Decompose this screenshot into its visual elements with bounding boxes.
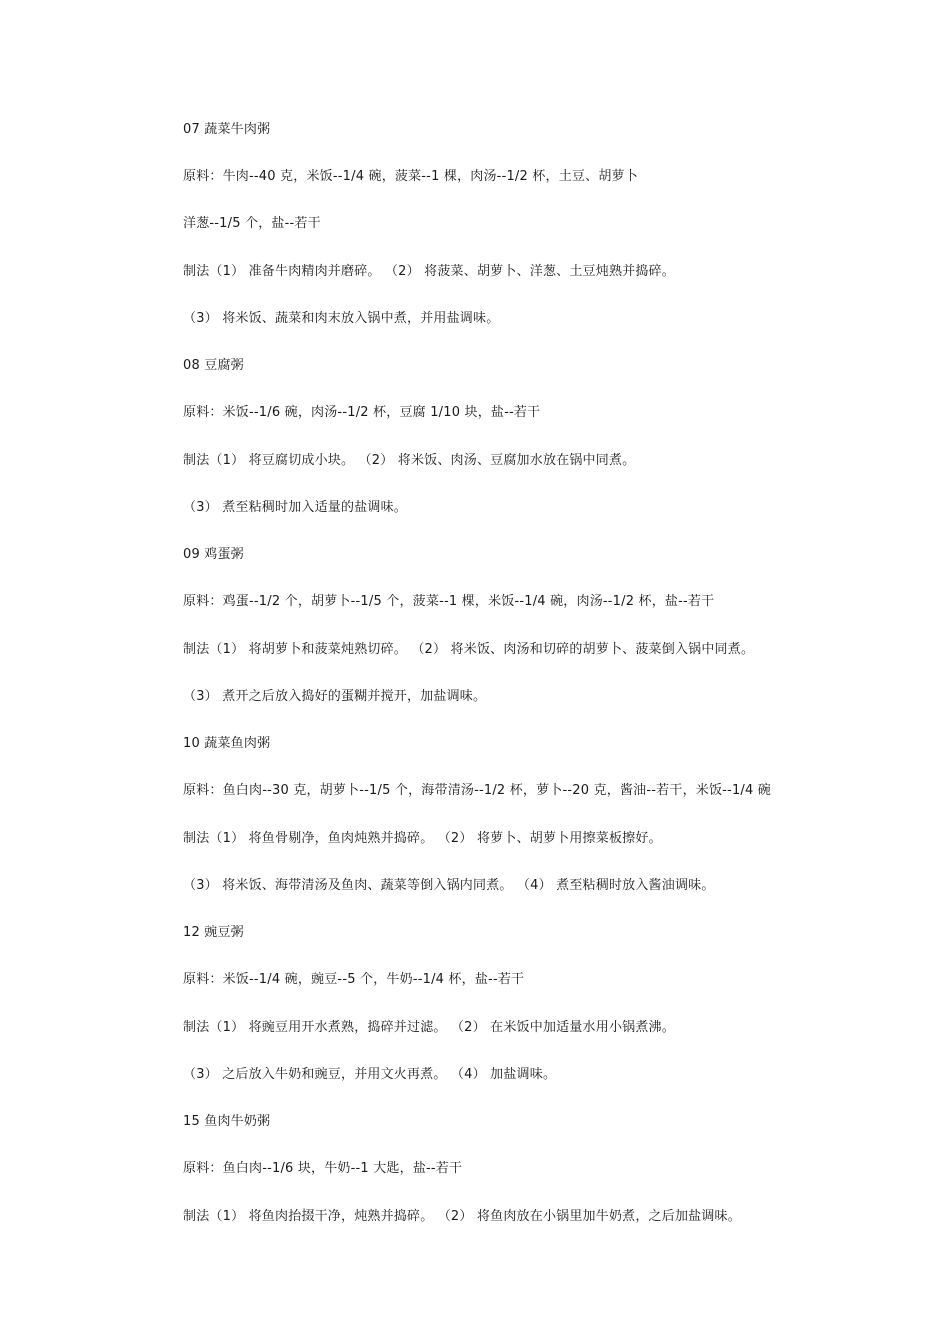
method-line: 制法（1） 准备牛肉精肉并磨碎。 （2） 将菠菜、胡萝卜、洋葱、土豆炖熟并捣碎。 — [183, 264, 675, 279]
ingredients-line: 原料：鱼白肉--30 克，胡萝卜--1/5 个，海带清汤--1/2 杯，萝卜--20 克，酱油--若干，米饭--1/4 碗 — [183, 783, 772, 798]
method-line: 制法（1） 将豆腐切成小块。 （2） 将米饭、肉汤、豆腐加水放在锅中同煮。 — [183, 453, 636, 468]
section-heading-12: 12 豌豆粥 — [183, 925, 244, 940]
section-heading-15: 15 鱼肉牛奶粥 — [183, 1114, 271, 1129]
section-heading-07: 07 蔬菜牛肉粥 — [183, 122, 271, 137]
method-line: 制法（1） 将豌豆用开水煮熟，捣碎并过滤。 （2） 在米饭中加适量水用小锅煮沸。 — [183, 1020, 675, 1035]
ingredients-line: 原料：鸡蛋--1/2 个，胡萝卜--1/5 个，菠菜--1 棵，米饭--1/4 碗，肉汤--1/2 杯，盐--若干 — [183, 594, 715, 609]
method-line-cont: （3） 煮至粘稠时加入适量的盐调味。 — [183, 500, 408, 515]
method-line: 制法（1） 将鱼骨剔净，鱼肉炖熟并捣碎。 （2） 将萝卜、胡萝卜用擦菜板擦好。 — [183, 831, 662, 846]
ingredients-line: 原料：鱼白肉--1/6 块，牛奶--1 大匙，盐--若干 — [183, 1161, 463, 1176]
ingredients-line: 原料：牛肉--40 克，米饭--1/4 碗，菠菜--1 棵，肉汤--1/2 杯，土豆、胡萝卜 — [183, 169, 638, 184]
method-line-cont: （3） 煮开之后放入捣好的蛋糊并搅开，加盐调味。 — [183, 689, 487, 704]
ingredients-line: 原料：米饭--1/4 碗，豌豆--5 个，牛奶--1/4 杯，盐--若干 — [183, 972, 525, 987]
section-heading-08: 08 豆腐粥 — [183, 358, 244, 373]
section-heading-09: 09 鸡蛋粥 — [183, 547, 244, 562]
ingredients-line-cont: 洋葱--1/5 个，盐--若干 — [183, 216, 321, 231]
method-line-cont: （3） 将米饭、蔬菜和肉末放入锅中煮，并用盐调味。 — [183, 311, 500, 326]
method-line: 制法（1） 将鱼肉抬掇干净，炖熟并捣碎。 （2） 将鱼肉放在小锅里加牛奶煮，之后加盐调味。 — [183, 1209, 741, 1224]
method-line-cont: （3） 将米饭、海带清汤及鱼肉、蔬菜等倒入锅内同煮。 （4） 煮至粘稠时放入酱油调味。 — [183, 878, 715, 893]
method-line: 制法（1） 将胡萝卜和菠菜炖熟切碎。 （2） 将米饭、肉汤和切碎的胡萝卜、菠菜倒入锅中同煮。 — [183, 642, 755, 657]
ingredients-line: 原料：米饭--1/6 碗，肉汤--1/2 杯，豆腐 1/10 块，盐--若干 — [183, 405, 541, 420]
section-heading-10: 10 蔬菜鱼肉粥 — [183, 736, 271, 751]
method-line-cont: （3） 之后放入牛奶和豌豆，并用文火再煮。 （4） 加盐调味。 — [183, 1067, 557, 1082]
